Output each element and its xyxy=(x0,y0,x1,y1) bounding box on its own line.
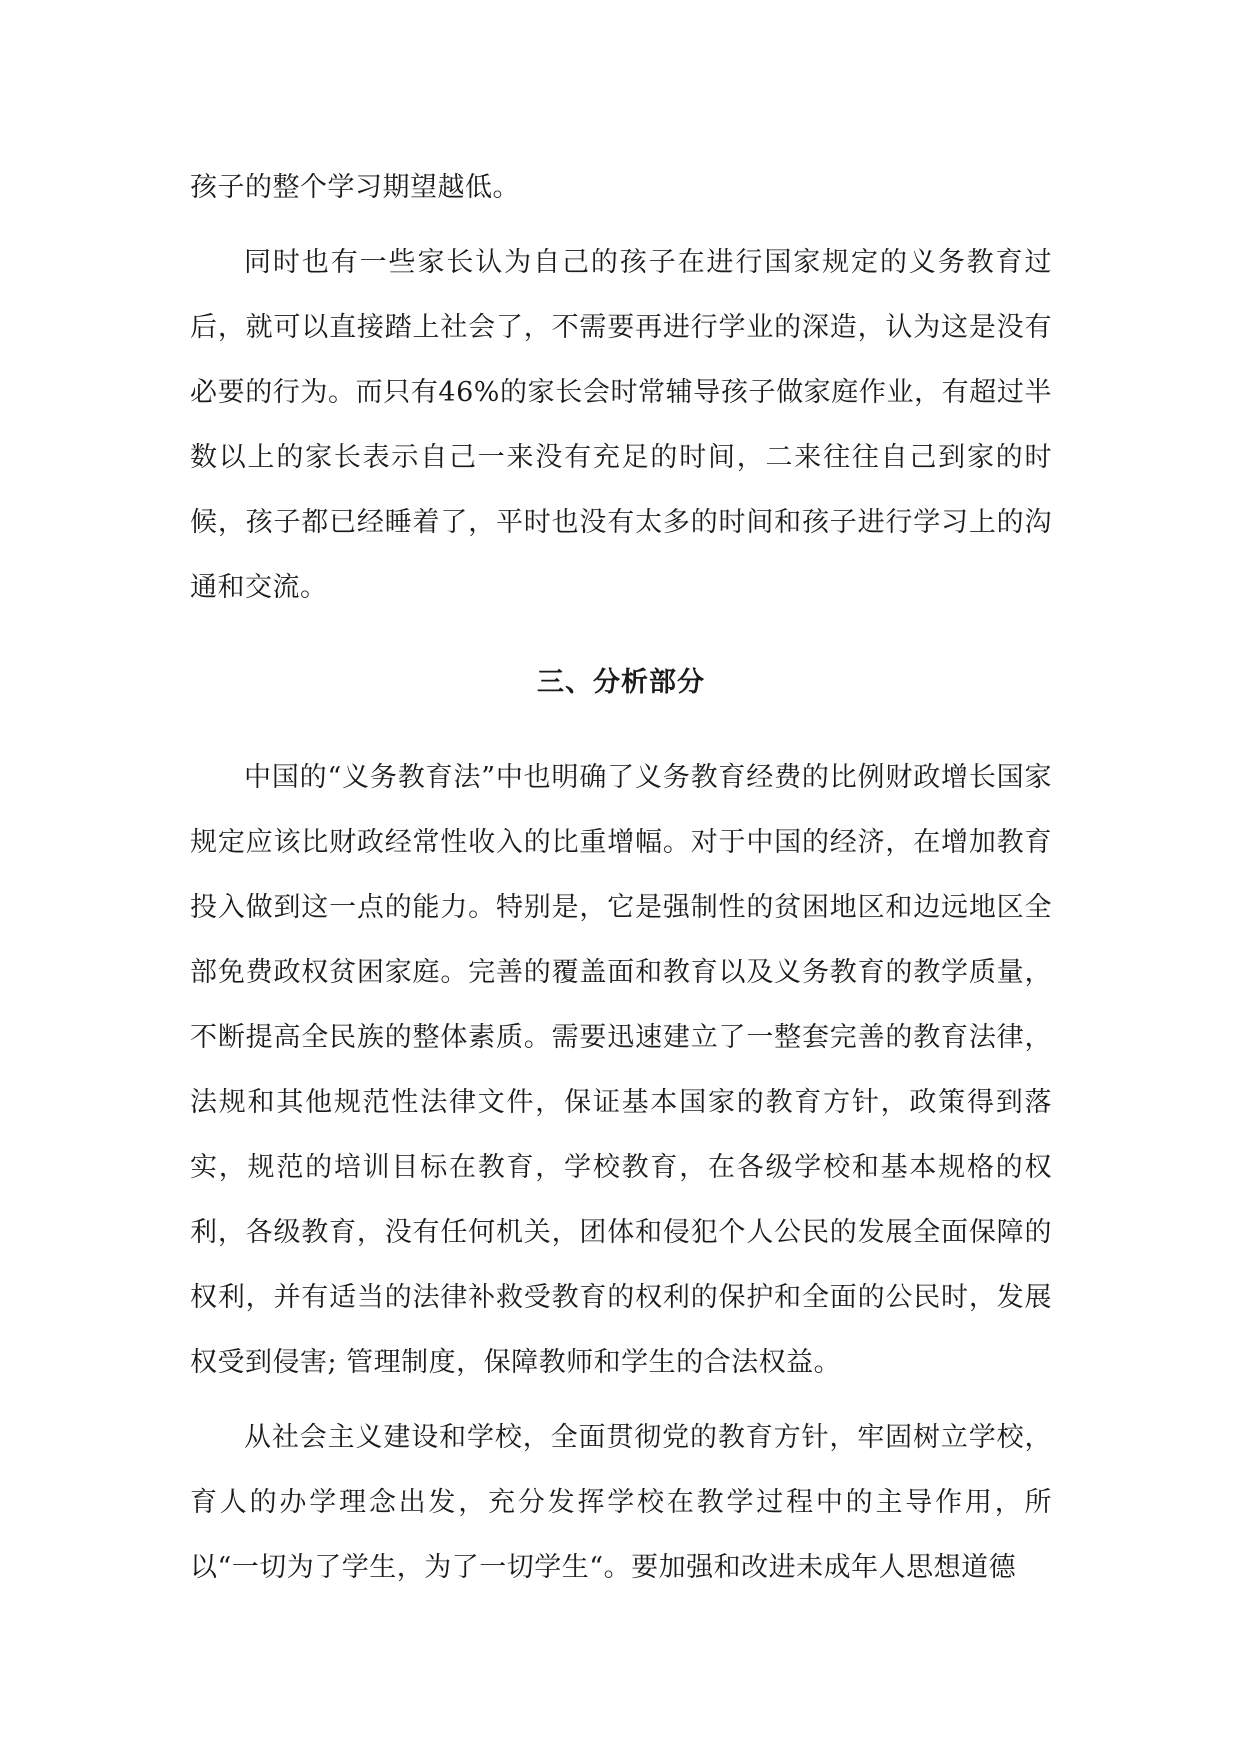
document-page xyxy=(190,155,1052,1600)
spacer xyxy=(190,220,1052,230)
spacer xyxy=(190,620,1052,650)
paragraph-parents-homework: 同时也有一些家长认为自己的孩子在进行国家规定的义务教育过后，就可以直接踏上社会了，不需要再进行学业的深造，认为这是没有必要的行为。而只有46%的家长会时常辅导孩子做家庭作业，有超过半数以上的家长表示自己一来没有充足的时间，二来往往自己到家的时候，孩子都已经睡着了，平时也没有太多的时间和孩子进行学习上的沟通和交流。 xyxy=(190,247,1052,603)
spacer xyxy=(190,1395,1052,1405)
paragraph-compulsory-education-law: 中国的“义务教育法”中也明确了义务教育经费的比例财政增长国家规定应该比财政经常性收入的比重增幅。对于中国的经济，在增加教育投入做到这一点的能力。特别是，它是强制性的贫困地区和边远地区全部免费政权贫困家庭。完善的覆盖面和教育以及义务教育的教学质量，不断提高全民族的整体素质。需要迅速建立了一整套完善的教育法律，法规和其他规范性法律文件，保证基本国家的教育方针，政策得到落实，规范的培训目标在教育，学校教育，在各级学校和基本规格的权利，各级教育，没有任何机关，团体和侵犯个人公民的发展全面保障的权利，并有适当的法律补救受教育的权利的保护和全面的公民时，发展权受到侵害; 管理制度，保障教师和学生的合法权益。 xyxy=(190,762,1052,1378)
paragraph-school-education: 从社会主义建设和学校，全面贯彻党的教育方针，牢固树立学校，育人的办学理念出发，充分发挥学校在教学过程中的主导作用，所以“一切为了学生，为了一切学生“。要加强和改进未成年人思想道德 xyxy=(190,1422,1052,1583)
paragraph-continuation: 孩子的整个学习期望越低。 xyxy=(190,172,520,203)
section-heading: 三、分析部分 xyxy=(537,667,705,698)
spacer xyxy=(190,715,1052,745)
